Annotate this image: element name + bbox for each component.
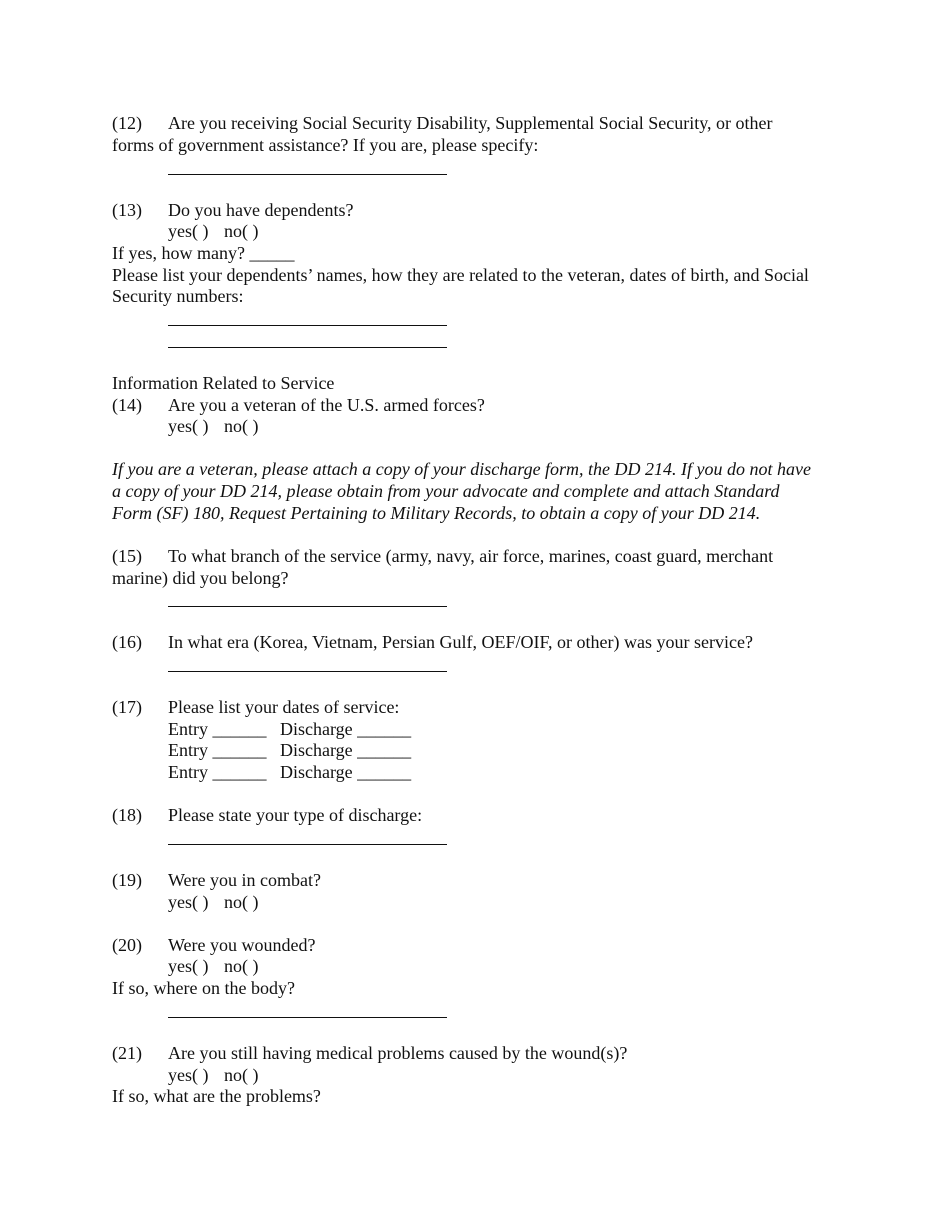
q14-number: (14) — [112, 395, 142, 415]
q18-number: (18) — [112, 805, 142, 825]
q21-no-option[interactable]: no( ) — [224, 1065, 259, 1085]
q19-no-option[interactable]: no( ) — [224, 892, 259, 912]
q21-yes-option[interactable]: yes( ) — [168, 1065, 209, 1085]
q18-answer-line[interactable] — [168, 844, 447, 845]
q21-question: Are you still having medical problems caused by the wound(s)? — [168, 1043, 628, 1063]
section-heading: Information Related to Service — [112, 373, 335, 393]
q15-question-line2: marine) did you belong? — [112, 568, 289, 588]
q16-question: In what era (Korea, Vietnam, Persian Gulf, OEF/OIF, or other) was your service? — [168, 632, 753, 652]
q13-no-option[interactable]: no( ) — [224, 221, 259, 241]
q20-yes-option[interactable]: yes( ) — [168, 956, 209, 976]
q17-number: (17) — [112, 697, 142, 717]
q16-answer-line[interactable] — [168, 671, 447, 672]
q17-discharge-2[interactable]: Discharge ______ — [280, 740, 412, 760]
q20-no-option[interactable]: no( ) — [224, 956, 259, 976]
q19-yes-option[interactable]: yes( ) — [168, 892, 209, 912]
q20-question: Were you wounded? — [168, 935, 316, 955]
q15-answer-line[interactable] — [168, 606, 447, 607]
q19-number: (19) — [112, 870, 142, 890]
q15-question-line1: To what branch of the service (army, navy, air force, marines, coast guard, merchant — [168, 546, 774, 566]
q17-discharge-1[interactable]: Discharge ______ — [280, 719, 412, 739]
dd214-note-line1: If you are a veteran, please attach a copy of your discharge form, the DD 214. If you do not have — [112, 459, 812, 479]
q12-question-line2: forms of government assistance? If you are, please specify: — [112, 135, 539, 155]
q13-answer-line-2[interactable] — [168, 347, 447, 348]
q13-list-instruction-line1: Please list your dependents’ names, how they are related to the veteran, dates of birth, and Social — [112, 265, 809, 285]
q19-question: Were you in combat? — [168, 870, 321, 890]
q17-question: Please list your dates of service: — [168, 697, 400, 717]
q20-number: (20) — [112, 935, 142, 955]
q17-entry-3[interactable]: Entry ______ — [168, 762, 267, 782]
q17-discharge-3[interactable]: Discharge ______ — [280, 762, 412, 782]
q21-followup: If so, what are the problems? — [112, 1086, 321, 1106]
q14-question: Are you a veteran of the U.S. armed forces? — [168, 395, 485, 415]
q16-number: (16) — [112, 632, 142, 652]
q13-question: Do you have dependents? — [168, 200, 354, 220]
q17-entry-2[interactable]: Entry ______ — [168, 740, 267, 760]
q15-number: (15) — [112, 546, 142, 566]
q12-number: (12) — [112, 113, 142, 133]
q13-list-instruction-line2: Security numbers: — [112, 286, 244, 306]
q14-no-option[interactable]: no( ) — [224, 416, 259, 436]
q18-question: Please state your type of discharge: — [168, 805, 423, 825]
q13-number: (13) — [112, 200, 142, 220]
q14-yes-option[interactable]: yes( ) — [168, 416, 209, 436]
q20-followup: If so, where on the body? — [112, 978, 295, 998]
q13-answer-line-1[interactable] — [168, 325, 447, 326]
q20-answer-line[interactable] — [168, 1017, 447, 1018]
q12-answer-line[interactable] — [168, 174, 447, 175]
dd214-note-line3: Form (SF) 180, Request Pertaining to Military Records, to obtain a copy of your DD 214. — [112, 503, 761, 523]
dd214-note-line2: a copy of your DD 214, please obtain from your advocate and complete and attach Standard — [112, 481, 780, 501]
q17-entry-1[interactable]: Entry ______ — [168, 719, 267, 739]
q12-question-line1: Are you receiving Social Security Disability, Supplemental Social Security, or other — [168, 113, 773, 133]
q13-how-many[interactable]: If yes, how many? _____ — [112, 243, 295, 263]
q13-yes-option[interactable]: yes( ) — [168, 221, 209, 241]
q21-number: (21) — [112, 1043, 142, 1063]
